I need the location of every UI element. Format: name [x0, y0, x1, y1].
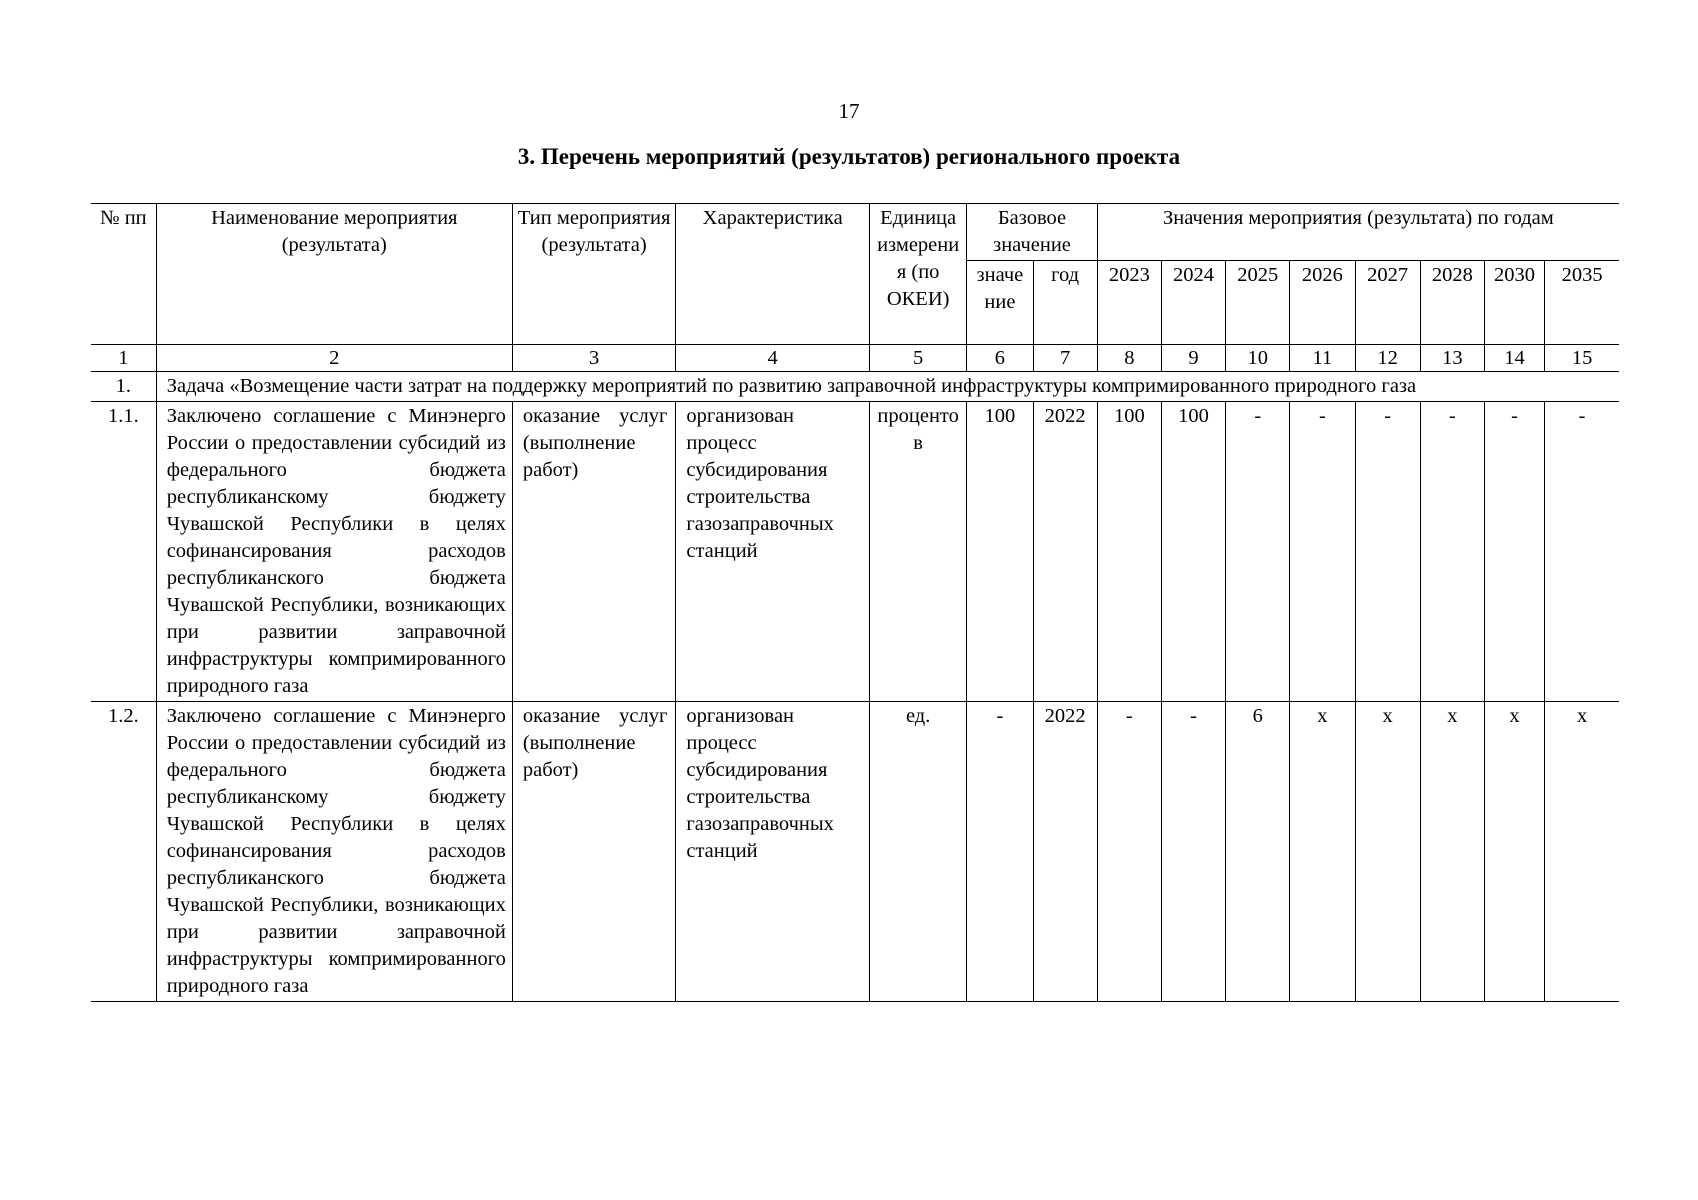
row-base-value: -	[967, 702, 1033, 1002]
column-number: 13	[1420, 345, 1484, 372]
row-base-value: 100	[967, 402, 1033, 702]
row-year-value: x	[1545, 702, 1619, 1002]
task-row	[91, 372, 1619, 402]
column-number: 12	[1355, 345, 1420, 372]
row-year-value: -	[1161, 702, 1225, 1002]
row-characteristic: организован процесс субсидирования строительства газозаправочных станций	[676, 402, 870, 702]
header-year: 2027	[1355, 261, 1420, 345]
table-row	[91, 402, 1619, 702]
header-type: Тип мероприятия (результата)	[512, 204, 676, 345]
column-number: 4	[676, 345, 870, 372]
task-num: 1.	[91, 372, 156, 402]
column-number: 8	[1097, 345, 1161, 372]
column-number: 14	[1484, 345, 1544, 372]
row-unit: ед.	[869, 702, 966, 1002]
header-num: № пп	[91, 204, 156, 345]
column-number: 7	[1033, 345, 1097, 372]
header-year: 2035	[1545, 261, 1619, 345]
column-number: 10	[1226, 345, 1290, 372]
row-year-value: -	[1290, 402, 1355, 702]
header-year: 2025	[1226, 261, 1290, 345]
column-number: 9	[1161, 345, 1225, 372]
column-number: 6	[967, 345, 1033, 372]
row-name: Заключено соглашение с Минэнерго России о предоставлении субсидий из федерального бюджета республиканскому бюджету Чувашской Республики в целях софинансирования расходов республиканского бюджета Чувашской Республики, возникающих при развитии заправочной инфраструктуры компримированного природного газа	[156, 702, 512, 1002]
row-year-value: -	[1420, 402, 1484, 702]
header-base-year: год	[1033, 261, 1097, 345]
row-year-value: 6	[1226, 702, 1290, 1002]
table-header-row	[91, 204, 1619, 261]
row-year-value: x	[1420, 702, 1484, 1002]
row-year-value: x	[1484, 702, 1544, 1002]
column-number: 1	[91, 345, 156, 372]
row-characteristic: организован процесс субсидирования строительства газозаправочных станций	[676, 702, 870, 1002]
header-year: 2026	[1290, 261, 1355, 345]
row-year-value: -	[1484, 402, 1544, 702]
row-base-year: 2022	[1033, 402, 1097, 702]
header-year: 2028	[1420, 261, 1484, 345]
row-year-value: -	[1545, 402, 1619, 702]
column-numbers-row	[91, 345, 1619, 372]
row-year-value: x	[1355, 702, 1420, 1002]
row-year-value: 100	[1161, 402, 1225, 702]
column-number: 15	[1545, 345, 1619, 372]
page-number: 17	[838, 99, 860, 123]
measures-table	[91, 203, 1619, 1002]
row-name: Заключено соглашение с Минэнерго России о предоставлении субсидий из федерального бюджета республиканскому бюджету Чувашской Республики в целях софинансирования расходов республиканского бюджета Чувашской Республики, возникающих при развитии заправочной инфраструктуры компримированного природного газа	[156, 402, 512, 702]
table-row	[91, 702, 1619, 1002]
row-year-value: -	[1226, 402, 1290, 702]
row-year-value: -	[1097, 702, 1161, 1002]
header-characteristic: Характеристика	[676, 204, 870, 345]
row-type: оказание услуг (выполнение работ)	[512, 402, 676, 702]
column-number: 11	[1290, 345, 1355, 372]
row-year-value: x	[1290, 702, 1355, 1002]
task-text: Задача «Возмещение части затрат на поддержку мероприятий по развитию заправочной инфраструктуры компримированного природного газа	[156, 372, 1619, 402]
header-name: Наименование мероприятия (результата)	[156, 204, 512, 345]
row-year-value: 100	[1097, 402, 1161, 702]
row-num: 1.2.	[91, 702, 156, 1002]
header-year: 2030	[1484, 261, 1544, 345]
row-type: оказание услуг (выполнение работ)	[512, 702, 676, 1002]
header-base: Базовое значение	[967, 204, 1097, 261]
header-values-by-years: Значения мероприятия (результата) по годам	[1097, 204, 1619, 261]
page-title: 3. Перечень мероприятий (результатов) регионального проекта	[517, 144, 1181, 169]
row-unit: процентов	[869, 402, 966, 702]
row-base-year: 2022	[1033, 702, 1097, 1002]
row-year-value: -	[1355, 402, 1420, 702]
row-num: 1.1.	[91, 402, 156, 702]
header-year: 2024	[1161, 261, 1225, 345]
header-year: 2023	[1097, 261, 1161, 345]
column-number: 2	[156, 345, 512, 372]
header-base-value: значение	[967, 261, 1033, 345]
header-unit: Единица измерения (по ОКЕИ)	[869, 204, 966, 345]
column-number: 5	[869, 345, 966, 372]
column-number: 3	[512, 345, 676, 372]
